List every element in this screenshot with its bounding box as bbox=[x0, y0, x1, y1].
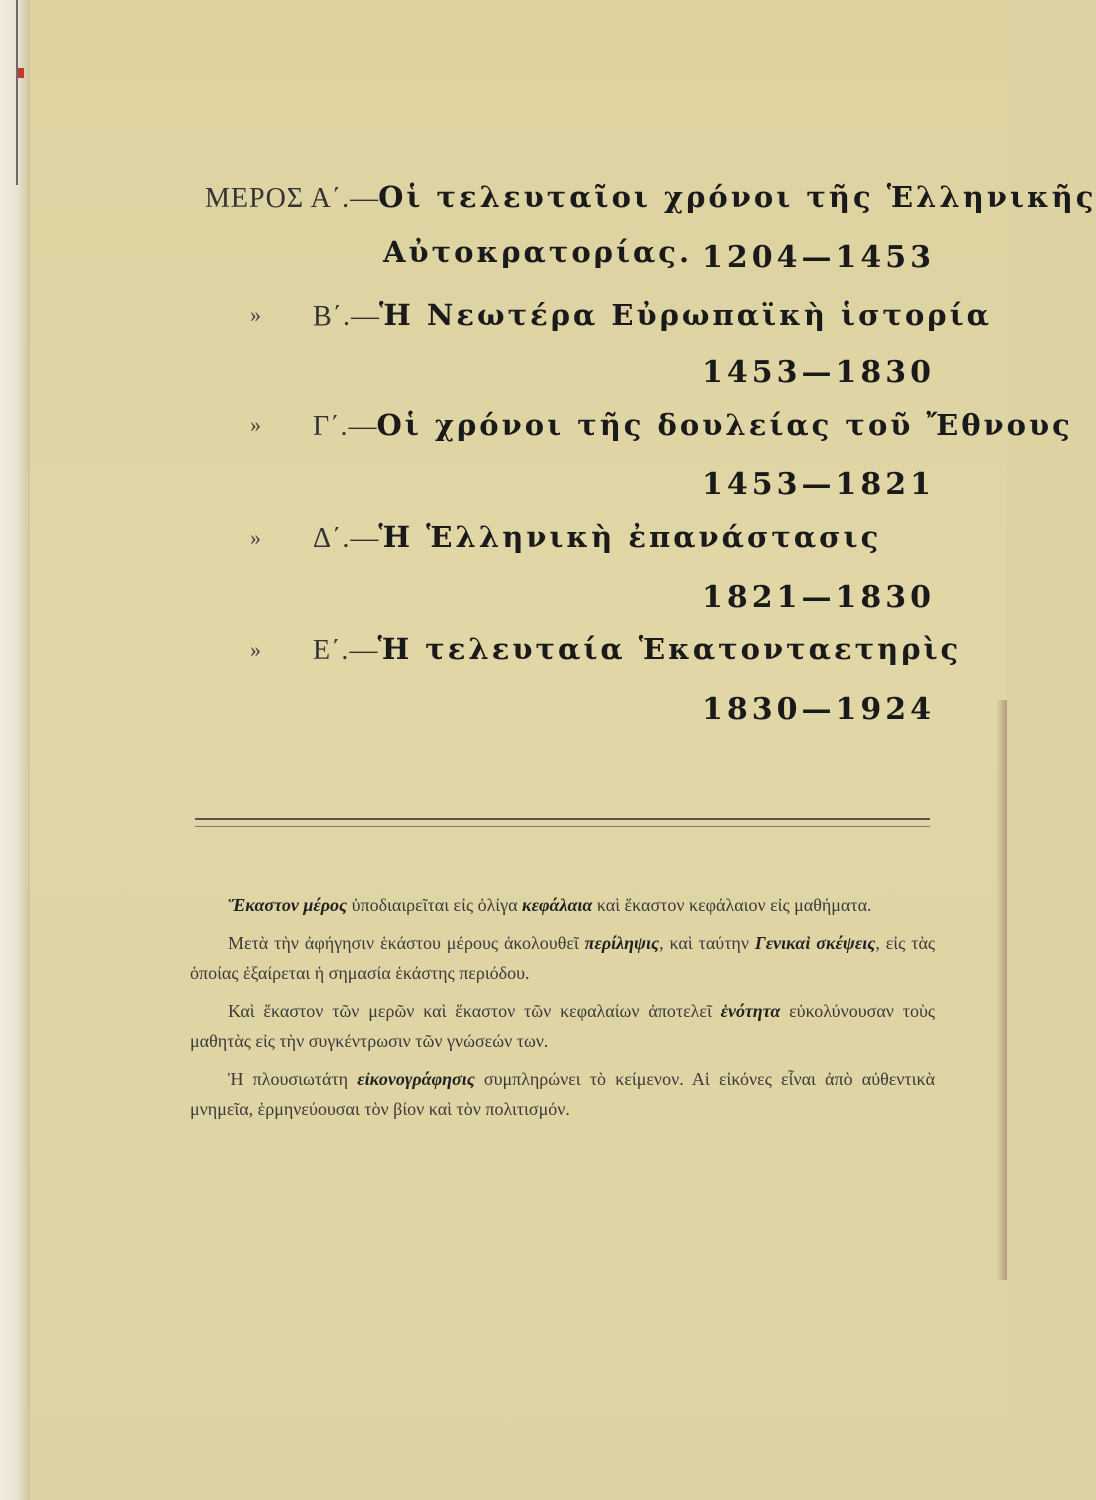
ditto-marker: » bbox=[250, 412, 261, 437]
part-label: Γ΄. bbox=[313, 411, 349, 442]
years-range: 1821—1830 bbox=[702, 580, 935, 615]
note-paragraph bbox=[190, 996, 935, 1056]
part-title: Ἡ τελευταία Ἑκατονταετηρὶς bbox=[377, 632, 962, 666]
toc-entry-a-line2 bbox=[383, 235, 692, 269]
part-title: Ἡ Νεωτέρα Εὐρωπαϊκὴ ἱστορία bbox=[379, 298, 992, 332]
toc-entry-c bbox=[313, 408, 1073, 443]
emphasis: περίληψις bbox=[584, 933, 660, 953]
text: συμπληρώνει τὸ κείμενον. Αἱ εἰκόνες εἶναι ἀπὸ αὐθεντικὰ μνημεῖα, ἑρμηνεύουσαι τὸν βίον καὶ τὸν πολιτισμόν. bbox=[190, 1069, 935, 1119]
part-title-continued: Αὐτοκρατορίας. bbox=[383, 235, 693, 269]
dash: — bbox=[351, 301, 379, 332]
spine-red-mark bbox=[18, 68, 24, 78]
spine-line bbox=[16, 0, 18, 185]
years-range: 1453—1830 bbox=[702, 355, 935, 390]
page-edge-stain bbox=[997, 700, 1007, 1280]
text: , καὶ ταύτην bbox=[659, 933, 755, 953]
years-range: 1453—1821 bbox=[702, 467, 935, 502]
toc-entry-b bbox=[313, 298, 992, 333]
note-paragraph bbox=[190, 928, 935, 988]
toc-entry-d bbox=[313, 520, 881, 555]
text: ὑποδιαιρεῖται εἰς ὀλίγα bbox=[347, 895, 523, 915]
part-label: ΜΕΡΟΣ Α΄. bbox=[205, 183, 351, 214]
text: , εἰς τὰς ὁποίας ἐξαίρεται ἡ σημασία ἑκάστης περιόδου. bbox=[190, 933, 936, 983]
part-label: Β΄. bbox=[313, 301, 351, 332]
dash: — bbox=[349, 635, 378, 666]
divider-rule bbox=[195, 818, 930, 820]
emphasis: ἑνότητα bbox=[720, 1001, 781, 1021]
text: Μετὰ τὴν ἀφήγησιν ἑκάστου μέρους ἀκολουθεῖ bbox=[228, 933, 585, 953]
toc-entry-e bbox=[313, 632, 961, 667]
part-title: Ἡ Ἑλληνικὴ ἐπανάστασις bbox=[378, 520, 882, 554]
emphasis: Ἕκαστον μέρος bbox=[228, 895, 348, 915]
text: εὐκολύνουσαν τοὺς μαθητὰς εἰς τὴν συγκέντρωσιν τῶν γνώσεών των. bbox=[190, 1001, 935, 1051]
emphasis: κεφάλαια bbox=[522, 895, 593, 915]
text: καὶ ἕκαστον κεφάλαιον εἰς μαθήματα. bbox=[592, 895, 872, 915]
dash: — bbox=[350, 183, 379, 214]
dash: — bbox=[350, 523, 379, 554]
part-title: Οἱ τελευταῖοι χρόνοι τῆς Ἑλληνικῆς bbox=[378, 180, 1096, 214]
note-paragraph bbox=[190, 890, 935, 920]
ditto-marker: » bbox=[250, 302, 261, 327]
part-label: Ε΄. bbox=[313, 635, 350, 666]
years-range: 1830—1924 bbox=[702, 692, 935, 727]
dash: — bbox=[348, 411, 377, 442]
ditto-marker: » bbox=[250, 637, 261, 662]
emphasis: Γενικαὶ σκέψεις bbox=[754, 933, 876, 953]
binding-spine bbox=[0, 0, 30, 1500]
toc-entry-a bbox=[205, 180, 1096, 215]
text: Ἡ πλουσιωτάτη bbox=[228, 1069, 358, 1089]
part-label: Δ΄. bbox=[313, 523, 351, 554]
note-paragraph bbox=[190, 1064, 935, 1124]
ditto-marker: » bbox=[250, 525, 261, 550]
explanatory-notes bbox=[190, 890, 935, 1132]
text: Καὶ ἕκαστον τῶν μερῶν καὶ ἕκαστον τῶν κεφαλαίων ἀποτελεῖ bbox=[228, 1001, 721, 1021]
emphasis: εἰκονογράφησις bbox=[357, 1069, 475, 1089]
part-title: Οἱ χρόνοι τῆς δουλείας τοῦ Ἔθνους bbox=[376, 408, 1073, 442]
divider-rule-thin bbox=[195, 826, 930, 827]
years-range: 1204—1453 bbox=[702, 240, 935, 275]
